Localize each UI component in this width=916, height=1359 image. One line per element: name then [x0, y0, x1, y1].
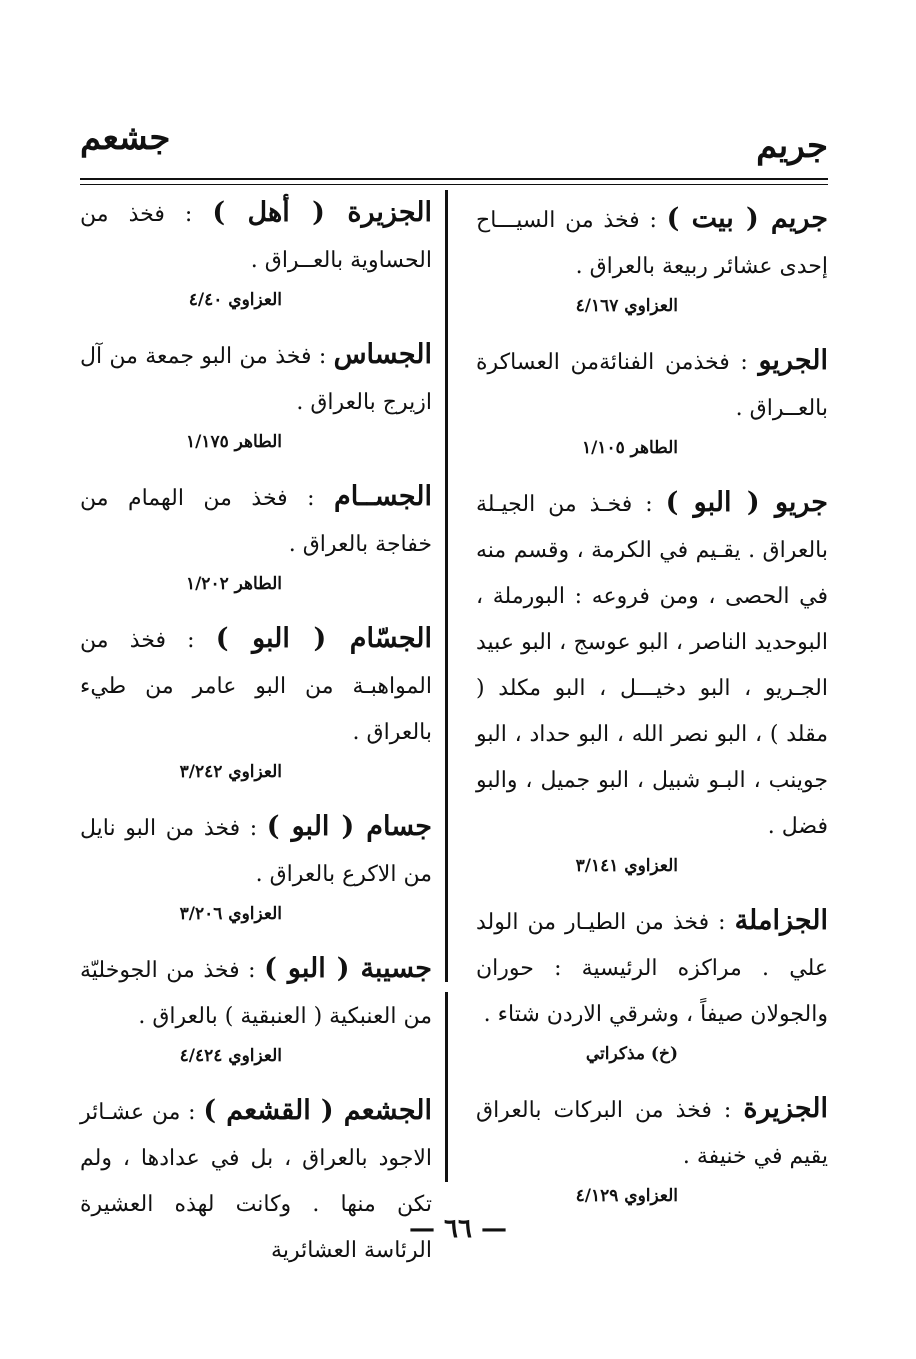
- entry-headword: جسيبة ( البو ): [264, 953, 433, 984]
- entry-text: [476, 898, 828, 1038]
- entry-headword: الجزيرة ( أهل ): [212, 197, 432, 228]
- entry-headword: جسام ( البو ): [266, 811, 433, 842]
- page-number: — ٦٦ —: [408, 1214, 508, 1244]
- column-divider-top: [445, 190, 448, 982]
- running-head-left: جشعم: [80, 118, 171, 158]
- entry-text: [476, 338, 828, 432]
- entry-body: : فخذ من البركات بالعراق يقيم في خنيفة .: [476, 1098, 828, 1169]
- entry-body: : فخذ من البو جمعة من آل ازيرج بالعراق .: [80, 344, 432, 415]
- entry-source: العزاوي ٤/٤٢٤: [179, 1046, 282, 1066]
- entry-headword: الجزاملة: [734, 905, 828, 936]
- entry-headword: جريم ( بيت ): [666, 203, 828, 234]
- entry-headword: الجزيرة: [743, 1093, 828, 1124]
- entry: [80, 1088, 432, 1274]
- entry-text: [80, 190, 432, 284]
- entry-body: : فخذ من الطيـار من الولد علي . مراكزه الرئيسية : حوران والجولان صيفاً ، وشرقي الاردن شتاء .: [476, 910, 828, 1027]
- entry-text: [80, 1088, 432, 1274]
- header-rule-top: [80, 178, 828, 180]
- entry-text: [80, 474, 432, 568]
- entry: [80, 474, 432, 600]
- entry: [80, 804, 432, 930]
- page-header: [80, 118, 828, 174]
- running-head-right: جريم: [756, 126, 828, 166]
- entry-body: : فخذ من المواهبـة من البو عامر من طيء بالعراق .: [80, 628, 432, 745]
- entry-text: [80, 332, 432, 426]
- entry: [476, 480, 828, 882]
- entry-text: [80, 946, 432, 1040]
- entry-body: : فخذمن الفنائةمن العساكرة بالعــراق .: [476, 350, 828, 421]
- entry-text: [476, 480, 828, 850]
- entry: [476, 196, 828, 322]
- entry-body: : فخذ من البو نايل من الاكرع بالعراق .: [80, 816, 432, 887]
- entry-source: العزاوي ٣/١٤١: [575, 856, 678, 876]
- entry-text: [80, 804, 432, 898]
- entry-source: الطاهر ١/٢٠٢: [185, 574, 282, 594]
- header-rule-bottom: [80, 184, 828, 185]
- entry: [80, 946, 432, 1072]
- entry-body: : فخـذ من الجيـلة بالعراق . يقـيم في الكرمة ، وقسم منه في الحصى ، ومن فروعه : البورملة ، البوحديد الناصر ، البو عوسج ، البو عبيد الجـريو ، البو دخيـــل ، البو مكلد ( مقلد ) ، البو نصر الله ، البو حداد ، البو جوينب ، البـو شبيل ، البو جميل ، والبو فضل .: [476, 492, 828, 839]
- entry-body: : فخذ من الهمام من خفاجة بالعراق .: [80, 486, 432, 557]
- entry-source: العزاوي ٤/١٦٧: [575, 296, 678, 316]
- entry: [476, 898, 828, 1070]
- entry-source: (خ) مذكراتي: [585, 1044, 678, 1064]
- entry-body: : فخذ من الحساوية بالعــراق .: [80, 202, 432, 273]
- entry-source: العزاوي ٤/١٢٩: [575, 1186, 678, 1206]
- entry-source: العزاوي ٣/٢٤٢: [179, 762, 282, 782]
- entry-text: [80, 616, 432, 756]
- entry: [476, 338, 828, 464]
- entry: [80, 332, 432, 458]
- left-column: [80, 190, 432, 1290]
- entry-source: العزاوي ٣/٢٠٦: [179, 904, 282, 924]
- right-column: [476, 196, 828, 1228]
- entry-source: العزاوي ٤/٤٠: [188, 290, 282, 310]
- entry-body: : من عشـائر الاجود بالعراق ، بل في عدادها ، ولم تكن منها . وكانت لهذه العشيرة الرئاسة العشائرية: [80, 1100, 432, 1263]
- entry-headword: الجشعم ( القشعم ): [203, 1095, 432, 1126]
- entry: [80, 616, 432, 788]
- entry-headword: الجساس: [333, 339, 432, 370]
- entry-text: [476, 196, 828, 290]
- entry-source: الطاهر ١/١٧٥: [185, 432, 282, 452]
- entry: [80, 190, 432, 316]
- entry-text: [476, 1086, 828, 1180]
- entry-source: الطاهر ١/١٠٥: [581, 438, 678, 458]
- column-divider-bottom: [445, 992, 448, 1182]
- entry-headword: جريو ( البو ): [665, 487, 828, 518]
- entry: [476, 1086, 828, 1212]
- entry-headword: الجسّام ( البو ): [215, 623, 432, 654]
- entry-body: : فخذ من السيـــاح إحدى عشائر ربيعة بالعراق .: [476, 208, 828, 279]
- entry-headword: الجســام: [333, 481, 432, 512]
- entry-headword: الجريو: [758, 345, 828, 376]
- entry-body: : فخذ من الجوخليّة من العنبكية ( العنبقية ) بالعراق .: [80, 958, 432, 1029]
